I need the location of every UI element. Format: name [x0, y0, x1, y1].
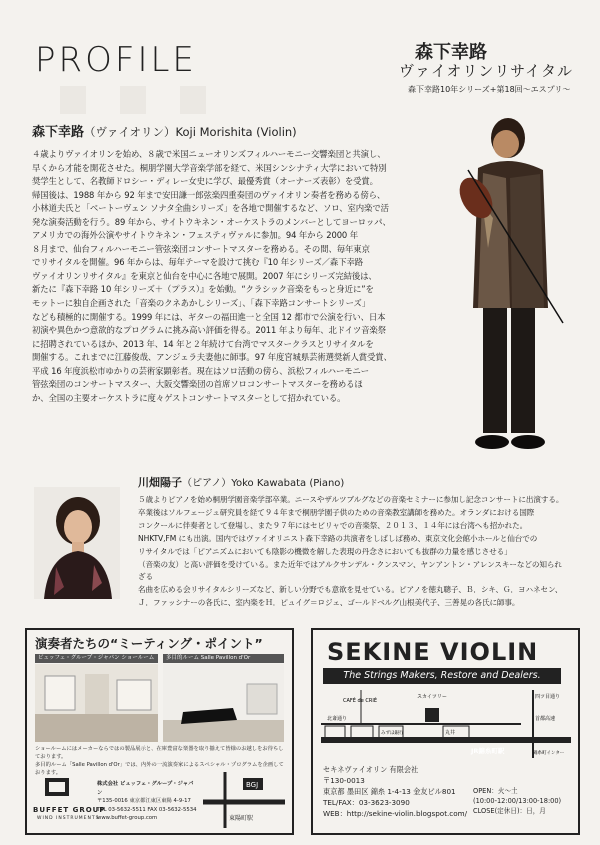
yoko-bio-line: Ｊ．ファッシナーの各氏に、室内楽をＨ．ピュイグ＝ロジェ、ゴールドベルグ山根美代子、三善晃の各氏に師事。: [138, 598, 520, 608]
map-label-marui: 丸井: [445, 730, 456, 736]
koji-bio-line: 発な演奏活動を行う。89 年から、サイトウキネン・オーケストラのメンバーとしてヨーロッパ、: [32, 216, 391, 227]
buffet-logo-icon: [37, 776, 77, 804]
koji-bio-line: 初演や異色かつ意欲的なプログラムに挑み高い評価を得る。2011 年より毎年、北ドイツ音楽祭: [32, 325, 386, 336]
sekine-postal: 〒130-0013: [323, 776, 365, 785]
yoko-bio-line: ５歳よりピアノを始め桐朋学園音楽学部卒業。ニースやザルツブルグなどの音楽セミナーに参加し記念コンサートに出演する。: [138, 495, 564, 504]
koji-bio-line: なども積極的に開催する。1999 年には、ギターの福田進一と全国 12 都市で公演を行い、日本: [32, 311, 386, 322]
koji-bio: [32, 148, 444, 405]
buffet-tel: TEL 03-5632-5511 FAX 03-5632-5534: [97, 806, 197, 813]
map-label-yotsume: 四ツ目通り: [535, 694, 561, 700]
showroom-photo: [35, 664, 158, 742]
sekine-title: SEKINE VIOLIN: [327, 638, 539, 666]
buffet-web: www.buffet-group.com: [97, 815, 158, 821]
buffet-logo-text: BUFFET GROUP: [33, 806, 106, 814]
koji-bio-line: か、全国の主要オーケストラに度々ゲストコンサートマスターとして招かれている。: [32, 392, 346, 403]
yoko-name: 川畑陽子: [138, 476, 182, 489]
yoko-bio: [138, 494, 568, 610]
buffet-group-ad: [25, 628, 294, 835]
buffet-caption-2: 多目的ルーム「Salle Pavillon d'Or」では、内外の一流演奏家によるスペシャル・プログラムを企画しております。: [35, 762, 284, 776]
sekine-open: OPEN：火～土: [473, 787, 518, 795]
sekine-web[interactable]: WEB：http://sekine-violin.blogspot.com/: [323, 809, 468, 818]
koji-bio-line: アメリカでの海外公演やサイトウキネン・フェスティヴァルに参加。94 年から 2000 年: [32, 230, 358, 241]
map-bgj-label: BGJ: [246, 781, 259, 789]
koji-bio-line: 新たに『森下幸路 10 年シリーズ＋（プラス）』を始動。“クラシック音楽をもっと身近に”を: [32, 284, 374, 295]
map-label-cafe: CAFÉ de CRIÉ: [343, 698, 377, 704]
koji-bio-line: に招聘されているほか、2013 年、14 年と２年続けて台湾でマスタークラスとリサイタルを: [32, 338, 374, 349]
map-label-mizuho: みずほ銀行: [381, 731, 404, 736]
yoko-bio-line: コンクールに伴奏者として登場し、また９７年にはセビリャでの音楽祭、２０１３、１４年には台湾へも招かれた。: [138, 520, 528, 530]
buffet-company-info: [97, 780, 197, 823]
sekine-tel: TEL/FAX：03-3623-3090: [323, 798, 410, 807]
recital-subtitle: ヴァイオリンリサイタル: [399, 62, 574, 80]
yoko-bio-line: 卒業後はソルフェージュ研究員を経て９４年まで桐朋学園子供のための音楽教室講師を務めた。オランダにおける国際: [138, 507, 535, 517]
showroom-label: ビュッフェ・グループ・ジャパン ショールーム: [35, 654, 158, 663]
koji-bio-line: 早くから才能を開花させた。桐朋学園大学音楽学部を経て、米国シンシナティ大学において特別: [32, 162, 387, 173]
koji-bio-line: モットーに独自企画された「音楽のクネあかしシリーズ」、「森下幸路コンサートシリーズ」: [32, 298, 370, 309]
koji-bio-line: 奨学生として、名教師ドロシー・ディレー女史に学び、最優秀賞（オーナーズ表彰）を受賞。: [32, 176, 378, 187]
yoko-bio-line: 名曲を広める会リサイタルシリーズなど、新しい分野でも意欲を見せている。ピアノを徳丸聰子、Ｂ．シキ、Ｇ．ヨハネセン、: [138, 585, 563, 595]
map-label-station: JR錦糸町駅: [471, 747, 505, 755]
map-station-label: 東陽町駅: [229, 815, 254, 822]
map-label-hokusai: 北斎通り: [327, 716, 348, 722]
koji-bio-line: ８月まで、仙台フィルハーモニー管弦楽団コンサートマスターを務める。その間、毎年東京: [32, 243, 370, 254]
buffet-logo-sub: WIND INSTRUMENTS: [37, 816, 100, 821]
yoko-role: （ピアノ）Yoko Kawabata (Piano): [182, 478, 345, 489]
violinist-photo: [448, 108, 566, 453]
sekine-company: セキネヴァイオリン 有限会社: [323, 765, 419, 774]
buffet-company: 株式会社 ビュッフェ・グループ・ジャパン: [97, 781, 194, 796]
profile-heading: PROFILE: [35, 40, 197, 80]
buffet-map: [203, 772, 285, 828]
koji-bio-line: ヴァイオリンリサイタル』を東京と仙台を中心に各地で展開。2007 年にシリーズ完結後は、: [32, 270, 377, 281]
koji-bio-line: 平成 16 年度浜松市ゆかりの芸術家顕彰者。現在はソロ活動の傍ら、浜松フィルハーモニー: [32, 365, 370, 376]
koji-bio-line: 帰国後は、1988 年から 92 年まで安田謙一郎弦楽四重奏団のヴァイオリン奏者を務める傍ら、: [32, 189, 386, 200]
koji-heading: [32, 121, 297, 140]
yoko-bio-line: リサイタルでは「ピアニズムにおいても陰影の機微を解した表現の丹念さにおいても抜群の力量を感じさせる」: [138, 546, 512, 556]
koji-role: （ヴァイオリン）Koji Morishita (Violin): [84, 125, 297, 139]
recital-title: 森下幸路: [415, 42, 487, 63]
sekine-violin-ad: [311, 628, 580, 835]
yoko-bio-line: （音楽の友）と高い評価を受けている。また近年ではアルクサンデル・クンスマン、ヤンアントン・アレンスキーなどの知られざる: [138, 559, 562, 582]
sekine-tagline: The Strings Makers, Restore and Dealers.: [323, 668, 561, 684]
sekine-hours: [473, 786, 561, 816]
koji-bio-line: 小林道夫氏と「ベートーヴェン ソナタ全曲シリーズ」を各地で開催するなど、ソロ、室内楽で活: [32, 203, 389, 214]
map-label-interchange: 錦糸町インター: [533, 751, 565, 756]
koji-bio-line: でリサイタルを開催。96 年からは、毎年テーマを設けて挑む『10 年シリーズ／森下幸路: [32, 257, 364, 268]
map-label-expressway: 首都高速: [535, 716, 556, 722]
buffet-caption-1: ショールームにはメーカーならではの製品展示と、在庫豊富な楽器を取り揃えて皆様のお越しをお待ちしております。: [35, 746, 284, 760]
map-label-skytree: スカイツリー: [417, 694, 447, 700]
koji-bio-line: 開催する。これまでに江藤俊哉、アンジェラ夫妻他に師事。97 年度宮城県芸術選奨新人賞受賞、: [32, 352, 392, 363]
sekine-closed: CLOSE(定休日)：日，月: [473, 807, 546, 815]
koji-bio-line: ４歳よりヴァイオリンを始め、８歳で米国ニューオリンズフィルハーモニー交響楽団と共演し、: [32, 149, 386, 159]
pianist-photo: [34, 487, 120, 599]
sekine-map: [321, 690, 571, 758]
sekine-location-marker: [425, 708, 439, 722]
recital-series: 森下幸路10年シリーズ+第18回～エスプリ～: [408, 85, 571, 94]
watermark-glyphs: [60, 80, 260, 120]
buffet-address: 〒135-0016 東京都江東区東陽 4-9-17: [97, 798, 191, 804]
sekine-hours-range: (10:00-12:00/13:00-18:00): [473, 797, 562, 805]
yoko-heading: [138, 474, 344, 490]
sekine-address: 東京都 墨田区 錦糸 1-4-13 金友ビル801: [323, 787, 456, 796]
koji-bio-line: 管弦楽団のコンサートマスター、大阪交響楽団の首席ソロコンサートマスターを務めるほ: [32, 379, 363, 390]
yoko-bio-line: NHKTV,FM にも出演。国内ではヴァイオリニスト森下幸路の共演者をしばしば務め、東京文化会館小ホールと仙台での: [138, 533, 538, 543]
salle-photo: [163, 664, 284, 742]
koji-name: 森下幸路: [32, 125, 85, 140]
buffet-ad-heading: 演奏者たちの“ミーティング・ポイント”: [35, 636, 263, 651]
salle-label: 多目的ルーム Salle Pavillon d'Or: [163, 654, 284, 663]
